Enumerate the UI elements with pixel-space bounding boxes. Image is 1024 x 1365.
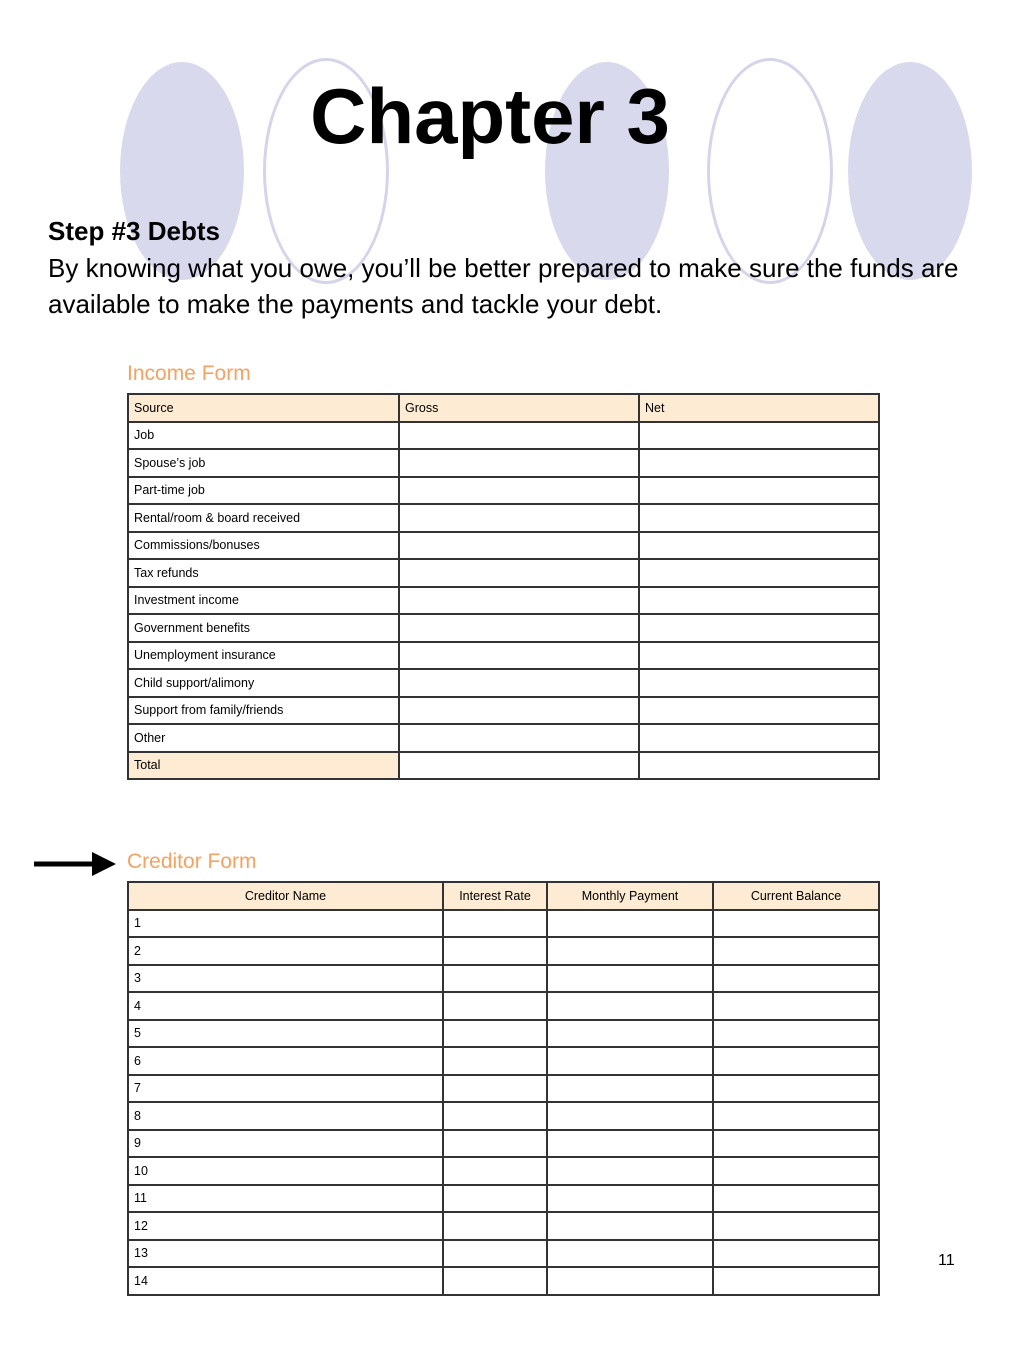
column-header: Interest Rate (443, 882, 547, 910)
entry-cell[interactable] (547, 1130, 713, 1158)
entry-cell[interactable] (399, 477, 639, 505)
row-label: Government benefits (128, 614, 399, 642)
entry-cell[interactable] (713, 1157, 879, 1185)
entry-cell[interactable] (713, 1047, 879, 1075)
row-label: Tax refunds (128, 559, 399, 587)
table-row (128, 752, 879, 780)
table-row (128, 724, 879, 752)
table-row (128, 1240, 879, 1268)
entry-cell[interactable] (547, 1157, 713, 1185)
table-row (128, 449, 879, 477)
table-row (128, 1020, 879, 1048)
entry-cell[interactable] (639, 504, 879, 532)
table-row (128, 965, 879, 993)
table-row (128, 1075, 879, 1103)
entry-cell[interactable] (713, 965, 879, 993)
slide-title: Chapter 3 (310, 72, 670, 160)
column-header: Monthly Payment (547, 882, 713, 910)
entry-cell[interactable] (713, 1185, 879, 1213)
column-header: Source (128, 394, 399, 422)
entry-cell[interactable] (399, 614, 639, 642)
table-row (128, 642, 879, 670)
entry-cell[interactable] (639, 532, 879, 560)
entry-cell[interactable] (547, 1047, 713, 1075)
entry-cell[interactable] (443, 1075, 547, 1103)
income-form-table (127, 393, 880, 780)
row-label: Other (128, 724, 399, 752)
entry-cell[interactable] (547, 910, 713, 938)
entry-cell[interactable] (713, 1102, 879, 1130)
row-label: 9 (128, 1130, 443, 1158)
row-label: 7 (128, 1075, 443, 1103)
entry-cell[interactable] (639, 724, 879, 752)
row-label: 12 (128, 1212, 443, 1240)
entry-cell[interactable] (547, 1020, 713, 1048)
entry-cell[interactable] (399, 449, 639, 477)
entry-cell[interactable] (399, 697, 639, 725)
row-label: Spouse’s job (128, 449, 399, 477)
entry-cell[interactable] (547, 1075, 713, 1103)
row-label: Support from family/friends (128, 697, 399, 725)
table-row (128, 1047, 879, 1075)
row-label: Total (128, 752, 399, 780)
table-row (128, 477, 879, 505)
entry-cell[interactable] (547, 1102, 713, 1130)
entry-cell[interactable] (639, 642, 879, 670)
table-row (128, 559, 879, 587)
row-label: 2 (128, 937, 443, 965)
row-label: Job (128, 422, 399, 450)
entry-cell[interactable] (443, 992, 547, 1020)
column-header: Gross (399, 394, 639, 422)
table-row (128, 937, 879, 965)
entry-cell[interactable] (713, 937, 879, 965)
table-row (128, 422, 879, 450)
row-label: Child support/alimony (128, 669, 399, 697)
entry-cell[interactable] (443, 1212, 547, 1240)
entry-cell[interactable] (443, 1267, 547, 1295)
entry-cell[interactable] (547, 937, 713, 965)
income-form-title: Income Form (127, 362, 251, 385)
table-row (128, 587, 879, 615)
entry-cell[interactable] (547, 1185, 713, 1213)
entry-cell[interactable] (399, 504, 639, 532)
table-row (128, 504, 879, 532)
entry-cell[interactable] (547, 1212, 713, 1240)
entry-cell[interactable] (713, 992, 879, 1020)
table-row (128, 614, 879, 642)
entry-cell[interactable] (399, 559, 639, 587)
entry-cell[interactable] (547, 965, 713, 993)
entry-cell[interactable] (547, 992, 713, 1020)
entry-cell[interactable] (443, 910, 547, 938)
row-label: 4 (128, 992, 443, 1020)
entry-cell[interactable] (713, 1240, 879, 1268)
entry-cell[interactable] (639, 669, 879, 697)
income-header-row (128, 394, 879, 422)
column-header: Net (639, 394, 879, 422)
table-row (128, 1267, 879, 1295)
entry-cell[interactable] (639, 559, 879, 587)
entry-cell[interactable] (399, 587, 639, 615)
entry-cell[interactable] (547, 1240, 713, 1268)
arrow-right-icon (34, 850, 118, 878)
creditor-form-table (127, 881, 880, 1296)
entry-cell[interactable] (443, 1047, 547, 1075)
row-label: Commissions/bonuses (128, 532, 399, 560)
entry-cell[interactable] (713, 1212, 879, 1240)
row-label: Part-time job (128, 477, 399, 505)
entry-cell[interactable] (443, 1020, 547, 1048)
entry-cell[interactable] (713, 1020, 879, 1048)
entry-cell[interactable] (399, 422, 639, 450)
row-label: Unemployment insurance (128, 642, 399, 670)
row-label: 8 (128, 1102, 443, 1130)
entry-cell[interactable] (713, 910, 879, 938)
page-number: 11 (938, 1252, 955, 1269)
entry-cell[interactable] (399, 752, 639, 780)
creditor-header-row (128, 882, 879, 910)
entry-cell[interactable] (443, 937, 547, 965)
column-header: Creditor Name (128, 882, 443, 910)
entry-cell[interactable] (443, 965, 547, 993)
entry-cell[interactable] (443, 1130, 547, 1158)
table-row (128, 1102, 879, 1130)
row-label: 14 (128, 1267, 443, 1295)
row-label: Investment income (128, 587, 399, 615)
table-row (128, 697, 879, 725)
entry-cell[interactable] (399, 642, 639, 670)
row-label: 3 (128, 965, 443, 993)
creditor-form-title: Creditor Form (127, 850, 257, 873)
entry-cell[interactable] (713, 1075, 879, 1103)
entry-cell[interactable] (713, 1130, 879, 1158)
row-label: 10 (128, 1157, 443, 1185)
table-row (128, 992, 879, 1020)
table-row (128, 532, 879, 560)
entry-cell[interactable] (639, 587, 879, 615)
row-label: 5 (128, 1020, 443, 1048)
entry-cell[interactable] (639, 752, 879, 780)
entry-cell[interactable] (713, 1267, 879, 1295)
entry-cell[interactable] (639, 477, 879, 505)
entry-cell[interactable] (639, 449, 879, 477)
entry-cell[interactable] (547, 1267, 713, 1295)
row-label: 13 (128, 1240, 443, 1268)
entry-cell[interactable] (443, 1185, 547, 1213)
entry-cell[interactable] (443, 1102, 547, 1130)
table-row (128, 1212, 879, 1240)
table-row (128, 1185, 879, 1213)
entry-cell[interactable] (399, 669, 639, 697)
entry-cell[interactable] (639, 697, 879, 725)
entry-cell[interactable] (639, 614, 879, 642)
entry-cell[interactable] (443, 1157, 547, 1185)
row-label: 6 (128, 1047, 443, 1075)
step-heading: Step #3 Debts (48, 216, 220, 246)
row-label: 11 (128, 1185, 443, 1213)
table-row (128, 910, 879, 938)
row-label: 1 (128, 910, 443, 938)
entry-cell[interactable] (639, 422, 879, 450)
row-label: Rental/room & board received (128, 504, 399, 532)
entry-cell[interactable] (399, 724, 639, 752)
step-body-text: By knowing what you owe, you’ll be better prepared to make sure the funds are available to make the payments and tackle your debt. (48, 253, 959, 319)
column-header: Current Balance (713, 882, 879, 910)
table-row (128, 1130, 879, 1158)
entry-cell[interactable] (399, 532, 639, 560)
entry-cell[interactable] (443, 1240, 547, 1268)
table-row (128, 1157, 879, 1185)
table-row (128, 669, 879, 697)
